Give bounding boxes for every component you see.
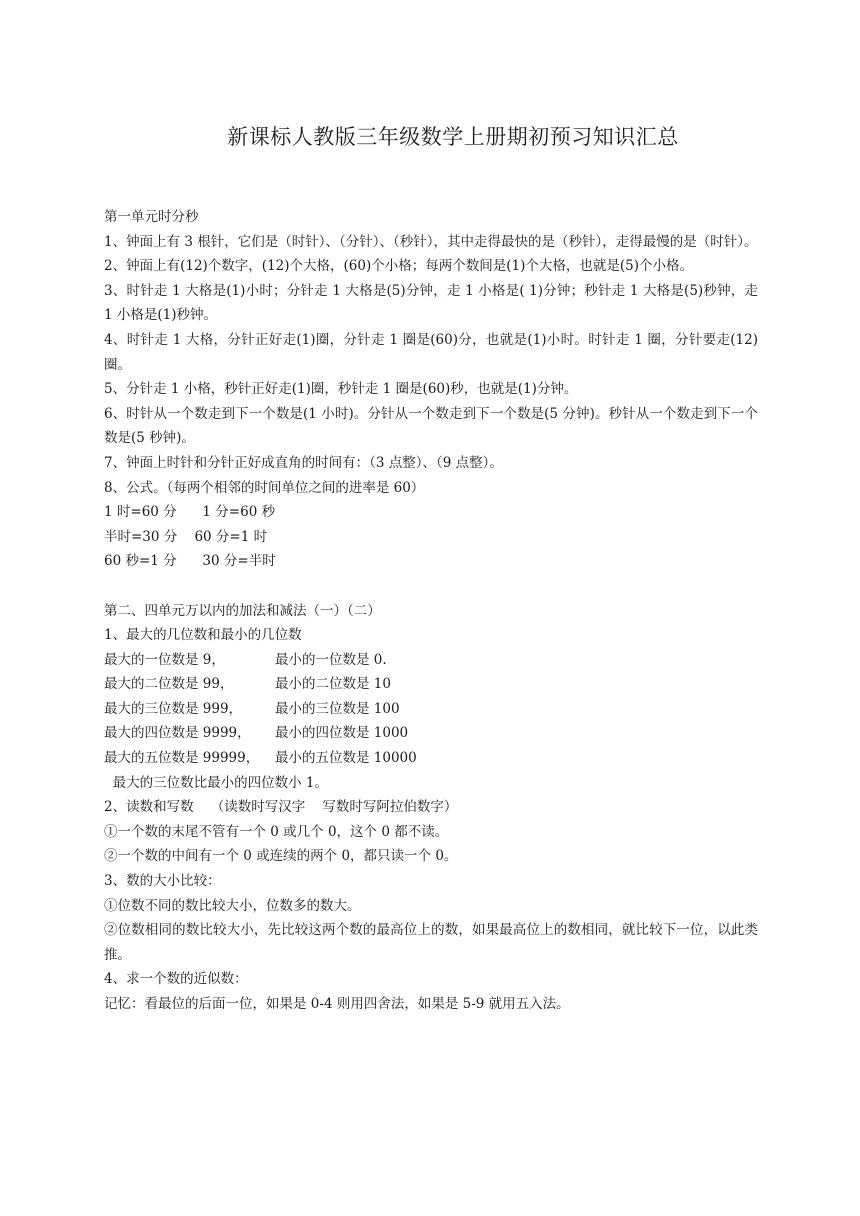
compare-rule-2: ②位数相同的数比较大小，先比较这两个数的最高位上的数，如果最高位上的数相同，就比较下一位，以此类推。 [104,922,758,963]
unit1-heading: 第一单元时分秒 [104,209,199,225]
max-digit-text: 最大的三位数是 999， [104,700,243,717]
formula-line-3: 60 秒=1 分 30 分=半时 [104,553,276,570]
max-digit-text: 最大的五位数是 99999， [104,750,260,767]
reading-rule-1: ①一个数的末尾不管有一个 0 或几个 0，这个 0 都不读。 [104,823,449,840]
unit1-item-1: 1、钟面上有 3 根针，它们是（时针）、（分针）、（秒针），其中走得最快的是（秒针），走得最慢的是（时针）。 [104,233,758,250]
compare-rule-1: ①位数不同的数比较大小，位数多的数大。 [104,897,361,914]
spacer [104,574,758,599]
unit1-item-6: 6、时针从一个数走到下一个数是(1 小时)。分针从一个数走到下一个数是(5 分钟)。秒针从一个数走到下一个数是(5 秒钟)。 [104,405,758,447]
document-body [104,205,758,1017]
unit1-item-7: 7、钟面上时针和分针正好成直角的时间有：（3 点整）、（9 点整）。 [104,454,503,471]
digits-row [104,697,758,722]
max-digit-text: 最大的一位数是 9， [104,651,225,668]
rounding-memo: 记忆：看最位的后面一位，如果是 0-4 则用四舍法，如果是 5-9 就用五入法。 [104,996,570,1012]
digits-row [104,648,758,673]
formula-line-1: 1 时=60 分 1 分=60 秒 [104,504,276,521]
min-digit-text: 最小的一位数是 0. [275,651,387,668]
document-title: 新课标人教版三年级数学上册期初预习知识汇总 [227,125,679,149]
unit2-section-1: 1、最大的几位数和最小的几位数 [104,627,302,644]
unit1-item-8: 8、公式。（每两个相邻的时间单位之间的进率是 60） [104,479,425,496]
min-digit-text: 最小的三位数是 100 [275,700,400,717]
digits-note: 最大的三位数比最小的四位数小 1。 [104,774,328,791]
unit2-section-2: 2、读数和写数 （读数时写汉字 写数时写阿拉伯数字） [104,799,458,816]
digits-row [104,672,758,697]
reading-rule-2: ②一个数的中间有一个 0 或连续的两个 0，都只读一个 0。 [104,848,458,865]
unit2-section-3: 3、数的大小比较： [104,873,221,890]
unit1-item-2: 2、钟面上有(12)个数字，(12)个大格，(60)个小格；每两个数间是(1)个大格，也就是(5)个小格。 [104,258,693,275]
min-digit-text: 最小的五位数是 10000 [275,750,417,767]
max-digit-text: 最大的四位数是 9999， [104,725,251,742]
min-digit-text: 最小的二位数是 10 [275,676,391,693]
unit1-item-4: 4、时针走 1 大格，分针正好走(1)圈，分针走 1 圈是(60)分，也就是(1)小时。时针走 1 圈，分针要走(12)圈。 [104,331,758,373]
formula-line-2: 半时=30 分 60 分=1 时 [104,528,268,545]
unit1-item-5: 5、分针走 1 小格，秒针正好走(1)圈，秒针走 1 圈是(60)秒，也就是(1)分钟。 [104,381,578,398]
max-digit-text: 最大的二位数是 99， [104,676,234,693]
digits-row [104,746,758,771]
unit1-item-3: 3、时针走 1 大格是(1)小时；分针走 1 大格是(5)分钟，走 1 小格是( 1)分钟；秒针走 1 大格是(5)秒钟，走 1 小格是(1)秒钟。 [104,282,758,324]
unit2-section-4: 4、求一个数的近似数： [104,971,248,988]
min-digit-text: 最小的四位数是 1000 [275,725,409,742]
digits-row [104,721,758,746]
unit2-heading: 第二、四单元万以内的加法和减法（一）（二） [104,602,381,619]
